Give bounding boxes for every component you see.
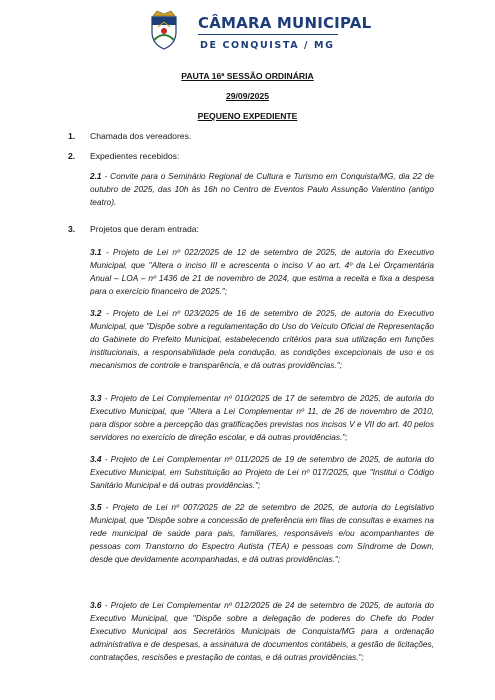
entry-paragraph bbox=[90, 599, 434, 664]
entry-text: - Projeto de Lei nº 007/2025 de 22 de setembro de 2025, de autoria do Legislativo Municipal, que "Dispõe sobre a concessão de preferência em filas de consultas e exames na rede municipal de saúde para pais, familiares, responsáveis e/ou acompanhantes de pessoas com Transtorno do Espectro Autista (TEA) e pessoas com Síndrome de Down, desde que devidamente acompanhadas, e dá outras providências."; bbox=[90, 502, 434, 564]
entry-text: - Projeto de Lei nº 023/2025 de 16 de setembro de 2025, de autoria do Executivo Municipal, que "Dispõe sobre a regulamentação do Uso do Veículo Oficial de Representação do Gabinete do Prefeito Municipal, estabelecendo critérios para sua utilização em funções institucionais, a responsabilidade pela condução, as condições excepcionais de uso e os mecanismos de controle e transparência, e dá outras providências."; bbox=[90, 308, 434, 370]
entry-paragraph bbox=[90, 307, 434, 372]
item-number: 1. bbox=[68, 131, 76, 141]
item-number: 2. bbox=[68, 151, 76, 161]
item-number: 3. bbox=[68, 224, 76, 234]
header-divider bbox=[198, 34, 338, 35]
page-header bbox=[148, 10, 372, 58]
entry-ref: 3.4 bbox=[90, 454, 102, 464]
org-city: DE CONQUISTA / MG bbox=[200, 40, 335, 51]
entry-text: - Projeto de Lei nº 022/2025 de 12 de setembro de 2025, de autoria do Executivo Municipal, que "Altera o inciso III e acrescenta o inciso V ao art. 4º da Lei Orçamentária Anual – LOA – nº 1436 de 21 de novembro de 2024, que estima a receita e fixa a despesa para o exercício financeiro de 2025."; bbox=[90, 247, 434, 296]
entry-text: - Projeto de Lei Complementar nº 010/2025 de 17 de setembro de 2025, de autoria do Executivo Municipal, que "Altera a Lei Complementar nº 11, de 26 de novembro de 2010, para dispor sobre a percepção das gratificações previstas nos incisos V e VII do art. 40 pelos servidores no exercício de direção escolar, e dá outras providências."; bbox=[90, 393, 434, 442]
doc-title: PAUTA 16ª SESSÃO ORDINÁRIA bbox=[181, 71, 314, 81]
entry-ref: 3.3 bbox=[90, 393, 102, 403]
entry-ref: 3.1 bbox=[90, 247, 102, 257]
entry-text: - Convite para o Seminário Regional de Cultura e Turismo em Conquista/MG, dia 22 de outubro de 2025, das 10h às 16h no Centro de Eventos Paulo Assunção Valentino (antigo teatro). bbox=[90, 171, 434, 207]
org-name: CÂMARA MUNICIPAL bbox=[198, 14, 372, 32]
item-text: Expedientes recebidos: bbox=[90, 151, 180, 161]
entry-ref: 3.6 bbox=[90, 600, 102, 610]
entry-ref: 3.2 bbox=[90, 308, 102, 318]
entry-paragraph bbox=[90, 392, 434, 444]
municipal-seal-logo bbox=[148, 10, 180, 50]
entry-ref: 2.1 bbox=[90, 171, 102, 181]
entry-paragraph bbox=[90, 453, 434, 492]
section-heading: PEQUENO EXPEDIENTE bbox=[197, 111, 298, 121]
item-text: Projetos que deram entrada: bbox=[90, 224, 199, 234]
entry-text: - Projeto de Lei Complementar nº 011/2025 de 19 de setembro de 2025, de autoria do Executivo Municipal, em Substituição ao Projeto de Lei nº 017/2025, que "Institui o Código Sanitário Municipal e dá outras providências."; bbox=[90, 454, 434, 490]
entry-paragraph bbox=[90, 246, 434, 298]
entry-ref: 3.5 bbox=[90, 502, 102, 512]
entry-text: - Projeto de Lei Complementar nº 012/2025 de 24 de setembro de 2025, de autoria do Executivo Municipal, que "Dispõe sobre a delegação de poderes do Chefe do Poder Executivo Municipal aos Secretários Municipais de Conquista/MG para a ordenação administrativa e de despesas, a assinatura de documentos contábeis, a gestão de licitações, contratações, rescisões e prestação de contas, e dá outras providências."; bbox=[90, 600, 434, 662]
doc-date: 29/09/2025 bbox=[225, 91, 269, 101]
item-text: Chamada dos vereadores. bbox=[90, 131, 192, 141]
entry-paragraph bbox=[90, 170, 434, 209]
entry-paragraph bbox=[90, 501, 434, 566]
